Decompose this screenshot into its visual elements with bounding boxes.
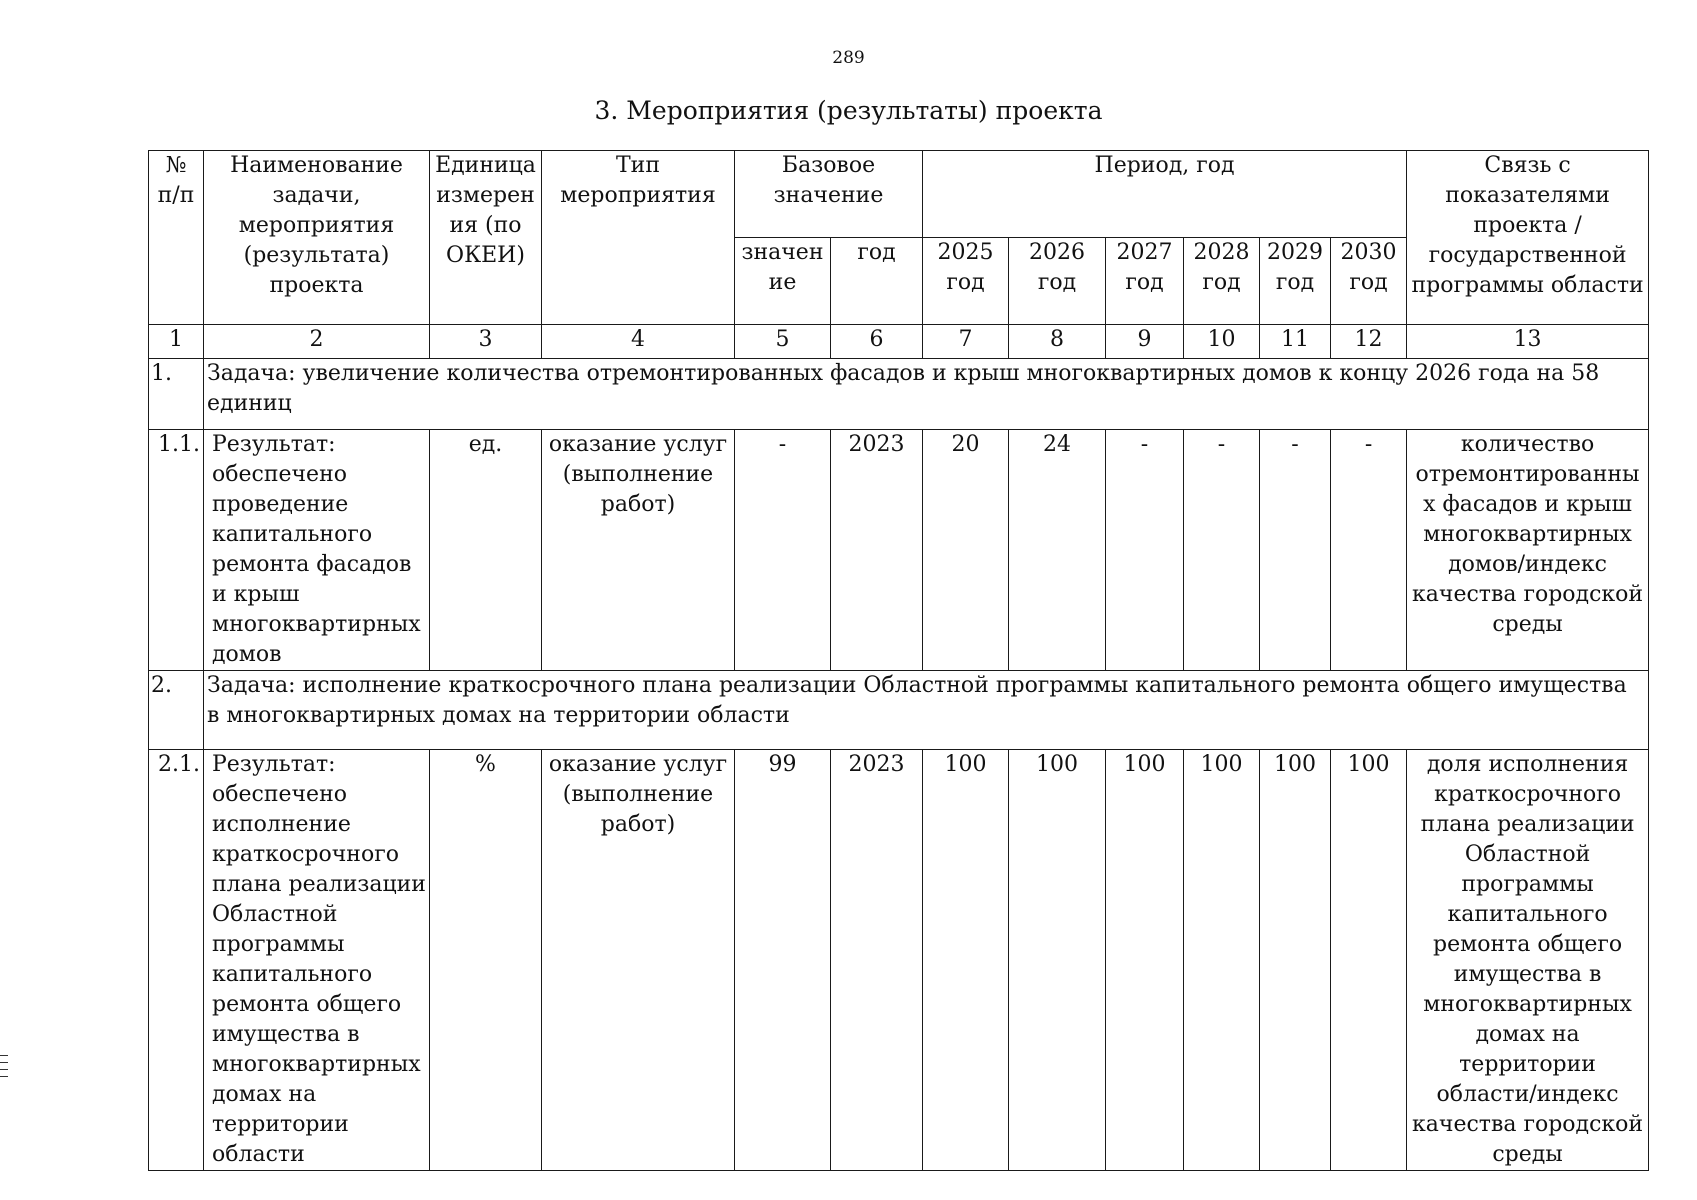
header-base-year: год (831, 238, 923, 325)
header-year-2027: 2027 год (1106, 238, 1184, 325)
task-row (149, 359, 1649, 430)
result-value-2028: 100 (1184, 750, 1260, 1171)
result-value-2027: 100 (1106, 750, 1184, 1171)
result-num: 2.1. (149, 750, 204, 1171)
task-text: Задача: исполнение краткосрочного плана реализации Областной программы капитального ремонта общего имущества в многоквартирных домах на территории области (204, 671, 1649, 750)
result-row (149, 750, 1649, 1171)
task-num: 2. (149, 671, 204, 750)
header-year-2025: 2025 год (923, 238, 1009, 325)
task-text: Задача: увеличение количества отремонтированных фасадов и крыш многоквартирных домов к концу 2026 года на 58 единиц (204, 359, 1649, 430)
col-number: 13 (1407, 325, 1649, 359)
page-number: 289 (832, 48, 865, 68)
col-number: 8 (1009, 325, 1106, 359)
header-num: № п/п (149, 151, 204, 325)
result-value-2025: 20 (923, 430, 1009, 671)
col-number: 6 (831, 325, 923, 359)
result-unit: % (430, 750, 542, 1171)
header-year-2030: 2030 год (1331, 238, 1407, 325)
result-link: количество отремонтированных фасадов и крыш многоквартирных домов/индекс качества городской среды (1407, 430, 1649, 671)
result-link: доля исполнения краткосрочного плана реализации Областной программы капитального ремонта общего имущества в многоквартирных домах на территории области/индекс качества городской среды (1407, 750, 1649, 1171)
result-value-2029: - (1260, 430, 1331, 671)
result-value-2028: - (1184, 430, 1260, 671)
header-unit: Единица измерения (по ОКЕИ) (430, 151, 542, 325)
result-value-2030: 100 (1331, 750, 1407, 1171)
result-type: оказание услуг (выполнение работ) (542, 430, 735, 671)
result-value-2030: - (1331, 430, 1407, 671)
header-type: Тип мероприятия (542, 151, 735, 325)
header-year-2029: 2029 год (1260, 238, 1331, 325)
col-number: 1 (149, 325, 204, 359)
result-name: Результат: обеспечено исполнение краткосрочного плана реализации Областной программы капитального ремонта общего имущества в многоквартирных домах на территории области (204, 750, 430, 1171)
margin-tick (0, 1062, 8, 1063)
result-type: оказание услуг (выполнение работ) (542, 750, 735, 1171)
result-value-2027: - (1106, 430, 1184, 671)
header-period: Период, год (923, 151, 1407, 238)
col-number: 11 (1260, 325, 1331, 359)
result-value-2025: 100 (923, 750, 1009, 1171)
result-value-2026: 24 (1009, 430, 1106, 671)
result-base-year: 2023 (831, 430, 923, 671)
col-number: 7 (923, 325, 1009, 359)
col-number: 9 (1106, 325, 1184, 359)
page-title: 3. Мероприятия (результаты) проекта (594, 96, 1103, 125)
header-year-2028: 2028 год (1184, 238, 1260, 325)
task-row (149, 671, 1649, 750)
margin-tick (0, 1069, 8, 1070)
column-numbers-row (149, 325, 1649, 359)
result-value-2026: 100 (1009, 750, 1106, 1171)
result-row (149, 430, 1649, 671)
header-base-value: значение (735, 238, 831, 325)
margin-tick (0, 1055, 8, 1056)
task-num: 1. (149, 359, 204, 430)
col-number: 5 (735, 325, 831, 359)
header-link: Связь с показателями проекта / государственной программы области (1407, 151, 1649, 325)
margin-marks (0, 1055, 8, 1083)
result-base-year: 2023 (831, 750, 923, 1171)
header-year-2026: 2026 год (1009, 238, 1106, 325)
result-num: 1.1. (149, 430, 204, 671)
col-number: 4 (542, 325, 735, 359)
result-base-value: 99 (735, 750, 831, 1171)
header-base: Базовое значение (735, 151, 923, 238)
result-unit: ед. (430, 430, 542, 671)
col-number: 10 (1184, 325, 1260, 359)
header-row-top (149, 151, 1649, 238)
margin-tick (0, 1076, 8, 1077)
result-name: Результат: обеспечено проведение капитального ремонта фасадов и крыш многоквартирных домов (204, 430, 430, 671)
result-value-2029: 100 (1260, 750, 1331, 1171)
activities-table (148, 150, 1649, 1171)
col-number: 2 (204, 325, 430, 359)
result-base-value: - (735, 430, 831, 671)
col-number: 3 (430, 325, 542, 359)
header-name: Наименование задачи, мероприятия (результата) проекта (204, 151, 430, 325)
col-number: 12 (1331, 325, 1407, 359)
